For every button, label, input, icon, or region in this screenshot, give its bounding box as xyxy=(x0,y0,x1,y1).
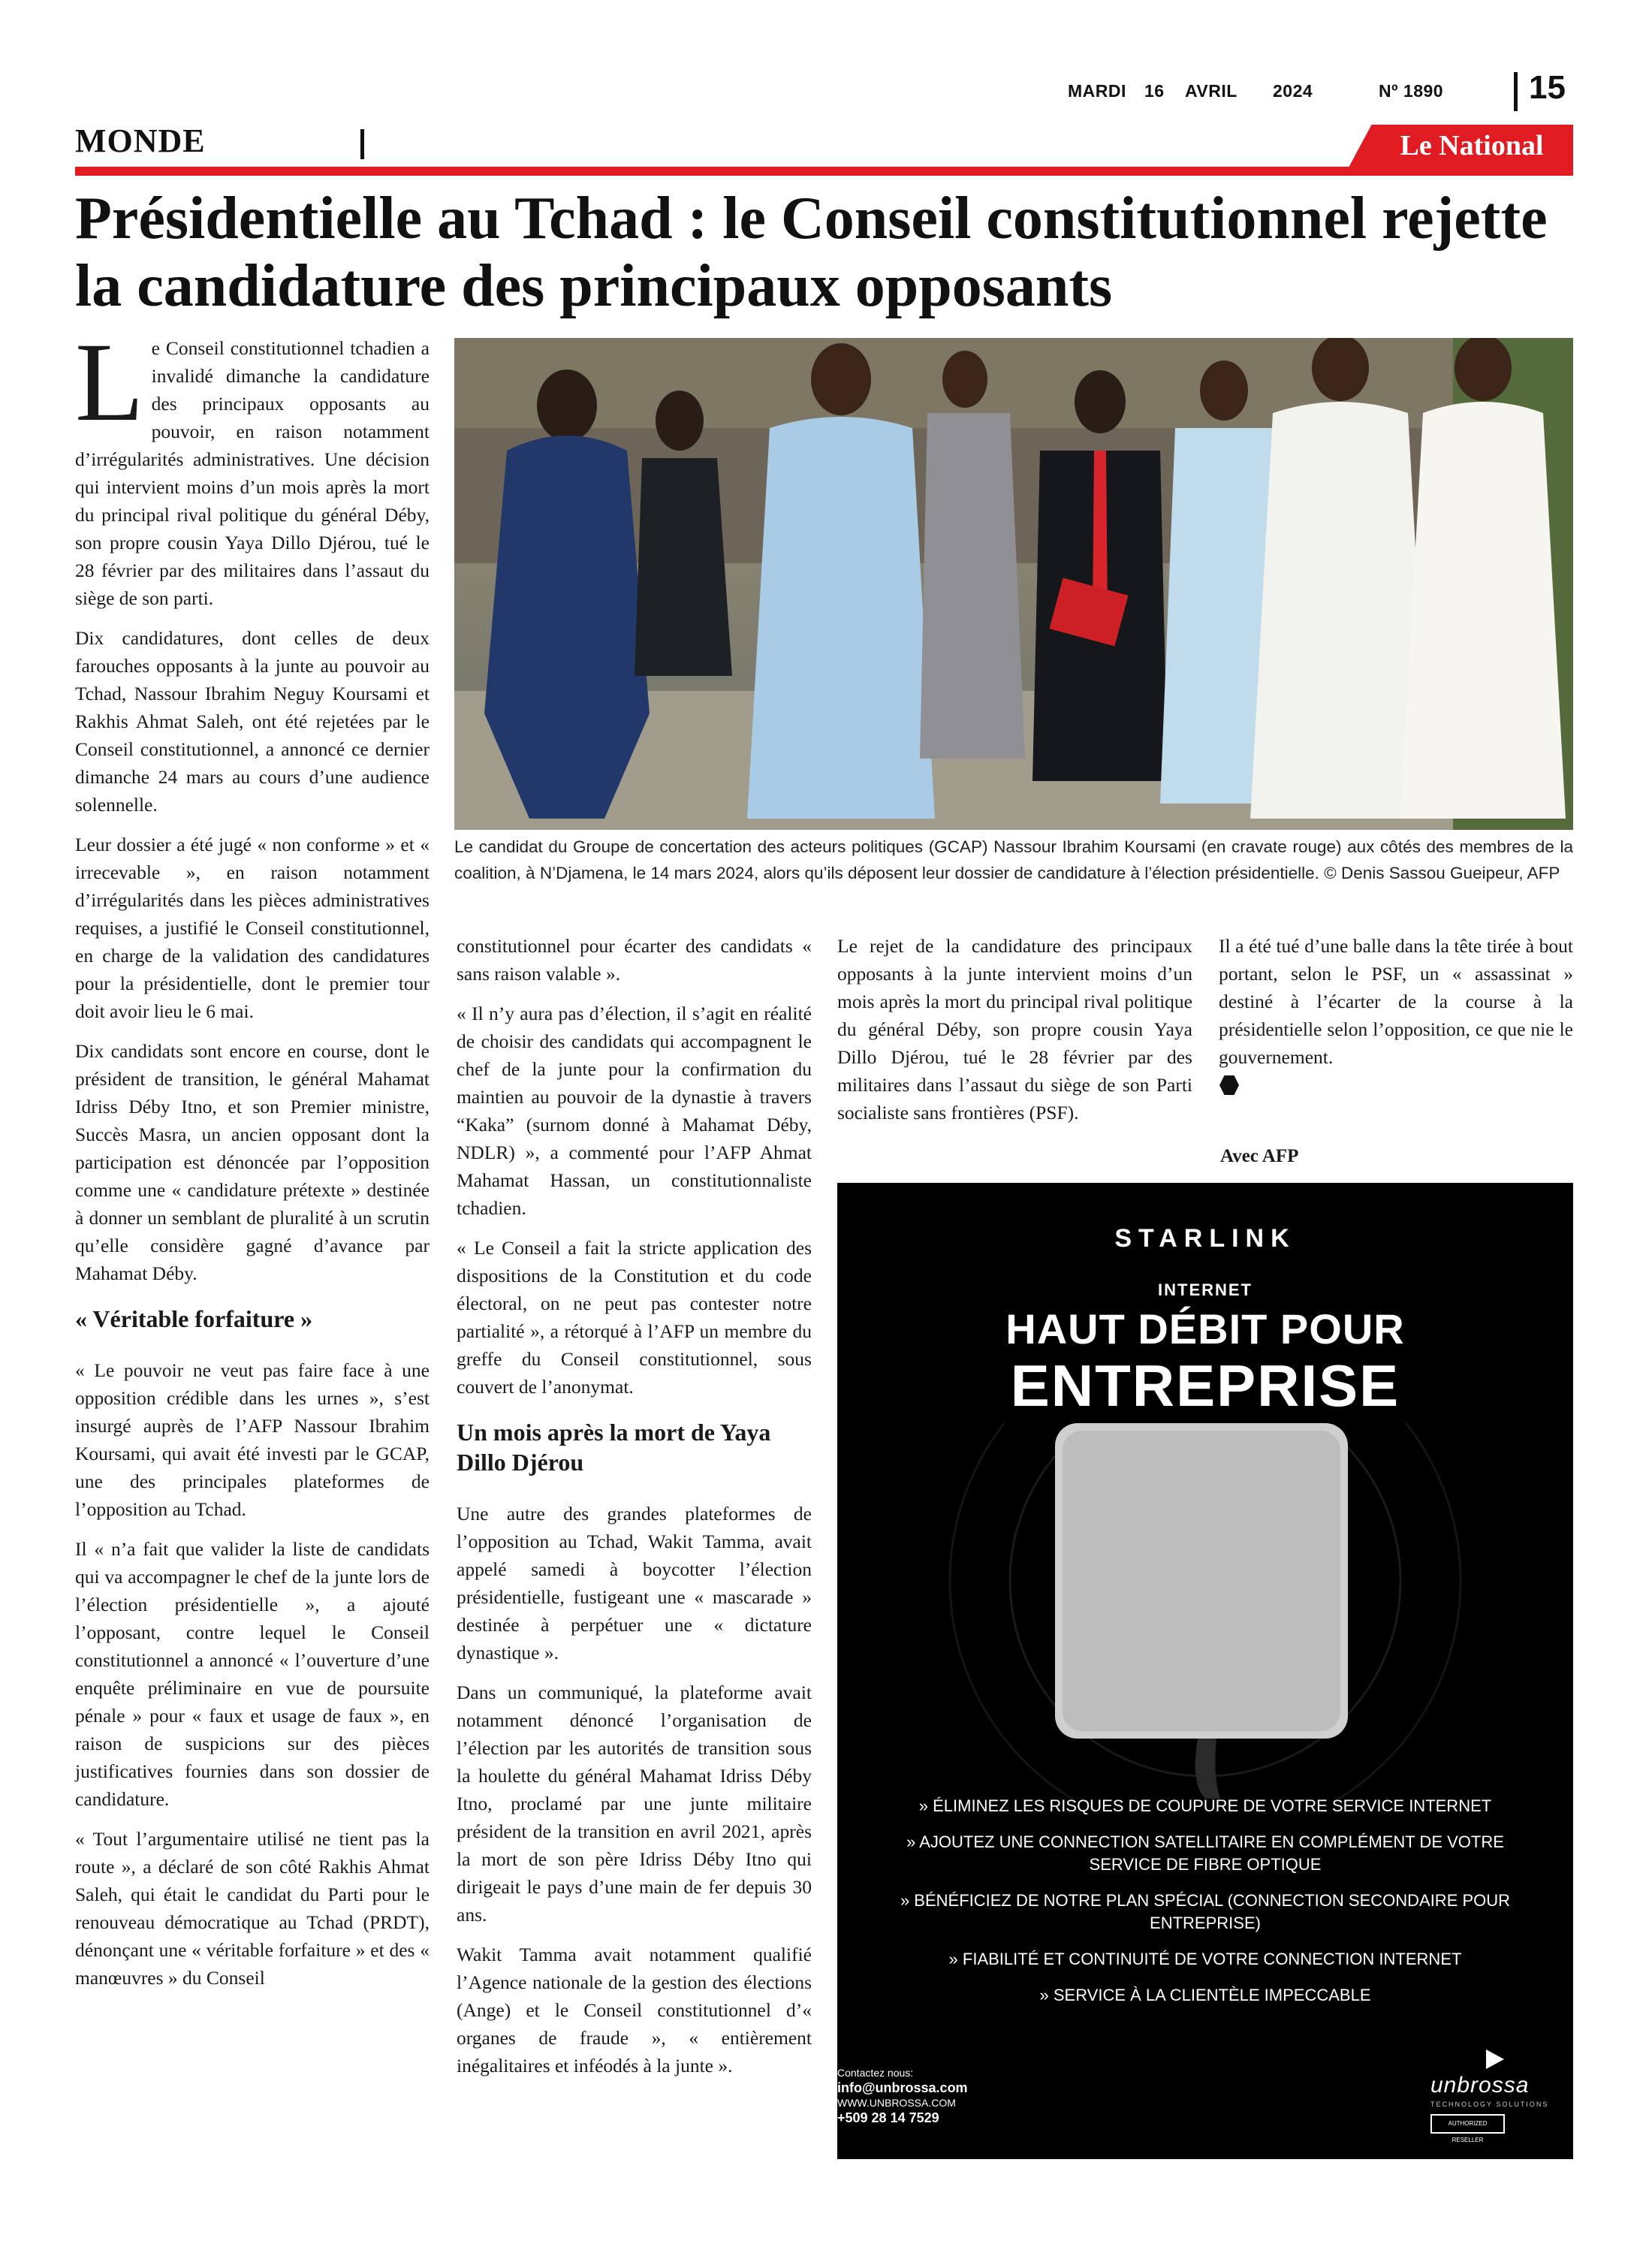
ad-brand-name: STARLINK xyxy=(1114,1224,1296,1253)
header-month: AVRIL xyxy=(1185,81,1237,101)
photo-caption: Le candidat du Groupe de concertation des acteurs politiques (GCAP) Nassour Ibrahim Koursami (en cravate rouge) aux côtés des membres de la coalition, à N’Djamena, le 14 mars 2024, alors qu’ils déposent leur dossier de candidature à l’élection présidentielle. © Denis Sassou Gueipeur, AFP xyxy=(454,837,1573,882)
newspaper-brand: Le National xyxy=(1400,130,1544,161)
ad-headline-line-2: ENTREPRISE xyxy=(1010,1353,1400,1419)
article-column-4 xyxy=(1219,932,1573,1083)
article-paragraph: constitutionnel pour écarter des candidats « sans raison valable ». xyxy=(457,935,812,985)
ad-bullet-item: » ÉLIMINEZ LES RISQUES DE COUPURE DE VOTRE SERVICE INTERNET xyxy=(918,1796,1492,1815)
article-photo xyxy=(454,338,1573,830)
ad-website[interactable]: WWW.UNBROSSA.COM xyxy=(837,2097,956,2109)
section-divider xyxy=(360,129,364,159)
header-year: 2024 xyxy=(1273,81,1313,101)
subheading: Un mois après la mort de Yaya Dillo Djérou xyxy=(457,1419,771,1476)
ad-bullet-item: » FIABILITÉ ET CONTINUITÉ DE VOTRE CONNECTION INTERNET xyxy=(948,1950,1462,1968)
ad-contact-label: Contactez nous: xyxy=(837,2067,914,2079)
ad-contact-block xyxy=(837,2065,968,2125)
photo-illustration xyxy=(454,338,1573,830)
article-column-2 xyxy=(457,932,812,2092)
article-headline: Présidentielle au Tchad : le Conseil constitutionnel rejette la candidature des principaux opposants xyxy=(75,185,1548,319)
article-column-3 xyxy=(837,932,1192,1139)
ad-bullet-item: » BÉNÉFICIEZ DE NOTRE PLAN SPÉCIAL (CONNECTION SECONDAIRE POUR ENTREPRISE) xyxy=(900,1891,1511,1932)
article-paragraph: « Tout l’argumentaire utilisé ne tient pas la route », a déclaré de son côté Rakhis Ahmat Saleh, qui était le candidat du Parti pour le renouveau démocratique au Tchad (PRDT), dénonçant une « véritable forfaiture » et des « manœuvres » du Conseil xyxy=(75,1828,430,1989)
starlink-advertisement[interactable] xyxy=(837,1183,1573,2159)
page-number-divider xyxy=(1514,72,1518,111)
article-column-1 xyxy=(75,320,430,2004)
subheading: « Véritable forfaiture » xyxy=(75,1305,313,1332)
ad-advertiser-tagline: TECHNOLOGY SOLUTIONS xyxy=(1430,2101,1549,2108)
article-paragraph: Dix candidatures, dont celles de deux farouches opposants à la junte au pouvoir au Tchad, Nassour Ibrahim Neguy Koursami et Rakhis Ahmat Saleh, ont été rejetées par le Conseil constitutionnel, a annoncé ce dernier dimanche 24 mars au cours d’une audience solennelle. xyxy=(75,627,430,816)
header-issue-number: Nº 1890 xyxy=(1379,81,1444,101)
article-paragraph: « Le Conseil a fait la stricte application des dispositions de la Constitution et du code électoral, on ne peut pas contester notre partialité », a rétorqué à l’AFP un membre du greffe du Conseil constitutionnel, sous couvert de l’anonymat. xyxy=(457,1237,812,1398)
article-paragraph xyxy=(75,320,430,612)
ad-phone[interactable]: +509 28 14 7529 xyxy=(837,2110,939,2125)
article-paragraph: « Il n’y aura pas d’élection, il s’agit en réalité de choisir des candidats qui accompagnent le chef de la junte pour la confirmation du maintien au pouvoir de la dynastie à travers “Kaka” (surnom donné à Mahamat Déby, NDLR) », a commenté pour l’AFP Ahmat Mahamat Hassan, un constitutionnaliste tchadien. xyxy=(457,1003,812,1219)
page-number: 15 xyxy=(1529,69,1566,106)
article-paragraph: « Le pouvoir ne veut pas faire face à une opposition crédible dans les urnes », s’est insurgé auprès de l’AFP Nassour Ibrahim Koursami, qui avait été investi par le GCAP, une des principales plateformes de l’opposition au Tchad. xyxy=(75,1359,430,1520)
article-paragraph: Dix candidats sont encore en course, dont le président de transition, le général Mahamat Idriss Déby Itno, et son Premier ministre, Succès Masra, un ancien opposant dont la participation est dénoncée par l’opposition comme une « candidature prétexte » destinée à donner un semblant de pluralité à un scrutin qu’elle considère gagné d’avance par Mahamat Déby. xyxy=(75,1040,430,1284)
ad-email[interactable]: info@unbrossa.com xyxy=(837,2080,968,2095)
authorized-reseller-badge: AUTHORIZED RESELLER xyxy=(1430,2114,1505,2134)
ad-headline-line-1: HAUT DÉBIT POUR xyxy=(1005,1305,1405,1353)
article-paragraph: Le rejet de la candidature des principaux opposants à la junte intervient moins d’un mois après la mort du principal rival politique du général Déby, son propre cousin Yaya Dillo Djérou, tué le 28 février par des militaires dans l’assaut du siège de son Parti socialiste sans frontières (PSF). xyxy=(837,935,1192,1123)
ad-bullet-item: » SERVICE À LA CLIENTÈLE IMPECCABLE xyxy=(1039,1986,1371,2004)
ad-bullet-item: » AJOUTEZ UNE CONNECTION SATELLITAIRE EN COMPLÉMENT DE VOTRE SERVICE DE FIBRE OPTIQUE xyxy=(906,1832,1504,1874)
article-paragraph: Wakit Tamma avait notamment qualifié l’Agence nationale de la gestion des élections (Ange) et le Conseil constitutionnel d’« organes de fraude », « entièrement inégalitaires et inféodés à la junte ». xyxy=(457,1944,812,2077)
article-paragraph: Une autre des grandes plateformes de l’opposition au Tchad, Wakit Tamma, avait appelé samedi à boycotter l’élection présidentielle, fustigeant une « mascarade » destinée à perpétuer une « dictature dynastique ». xyxy=(457,1503,812,1663)
article-paragraph: Il « n’a fait que valider la liste de candidats qui va accompagner le chef de la junte lors de l’élection présidentielle », a ajouté l’opposant, contre lequel le Conseil constitutionnel a annoncé « l’ouverture d’une enquête préliminaire en vue de poursuite pénale » pour « faux et usage de faux », en raison de suspicions sur des pièces justificatives fournies dans son dossier de candidature. xyxy=(75,1538,430,1810)
header-day: MARDI xyxy=(1068,81,1126,101)
ad-bullet-list xyxy=(882,1795,1528,2020)
article-paragraph: Il a été tué d’une balle dans la tête tirée à bout portant, selon le PSF, un « assassinat » destiné à l’écarter de la course à la présidentielle selon l’opposition, ce que nie le gouvernement. xyxy=(1219,935,1573,1068)
play-logo-icon xyxy=(1482,2046,1507,2072)
paragraph-text: e Conseil constitutionnel tchadien a invalidé dimanche la candidature des principaux opposants au pouvoir, en raison notamment d’irrégularités administratives. Une décision qui intervient moins d’un mois après la mort du principal rival politique du général Déby, son propre cousin Yaya Dillo Djérou, tué le 28 février par des militaires dans l’assaut du siège de son parti. xyxy=(75,337,430,609)
article-signature: Avec AFP xyxy=(1220,1146,1299,1166)
satellite-dish-icon xyxy=(837,1423,1573,1799)
ad-advertiser-logo: unbrossa xyxy=(1430,2073,1530,2098)
article-paragraph: Dans un communiqué, la plateforme avait notamment dénoncé l’organisation de l’élection par les autorités de transition sous la houlette du général Mahamat Idriss Déby Itno, proclamé par une junte militaire président de la transition en avril 2021, après la mort de son père Idriss Déby Itno qui dirigeait le pays d’une main de fer depuis 30 ans. xyxy=(457,1681,812,1926)
drop-cap: L xyxy=(75,320,144,445)
header-date-number: 16 xyxy=(1144,81,1165,101)
article-paragraph: Leur dossier a été jugé « non conforme » et « irrecevable », en raison notamment d’irrégularités dans les pièces administratives requises, a justifié le Conseil constitutionnel, en charge de la validation des candidatures pour la présidentielle, dont le premier tour doit avoir lieu le 6 mai. xyxy=(75,834,430,1022)
ad-kicker: INTERNET xyxy=(1158,1280,1253,1299)
section-label: MONDE xyxy=(75,122,206,159)
